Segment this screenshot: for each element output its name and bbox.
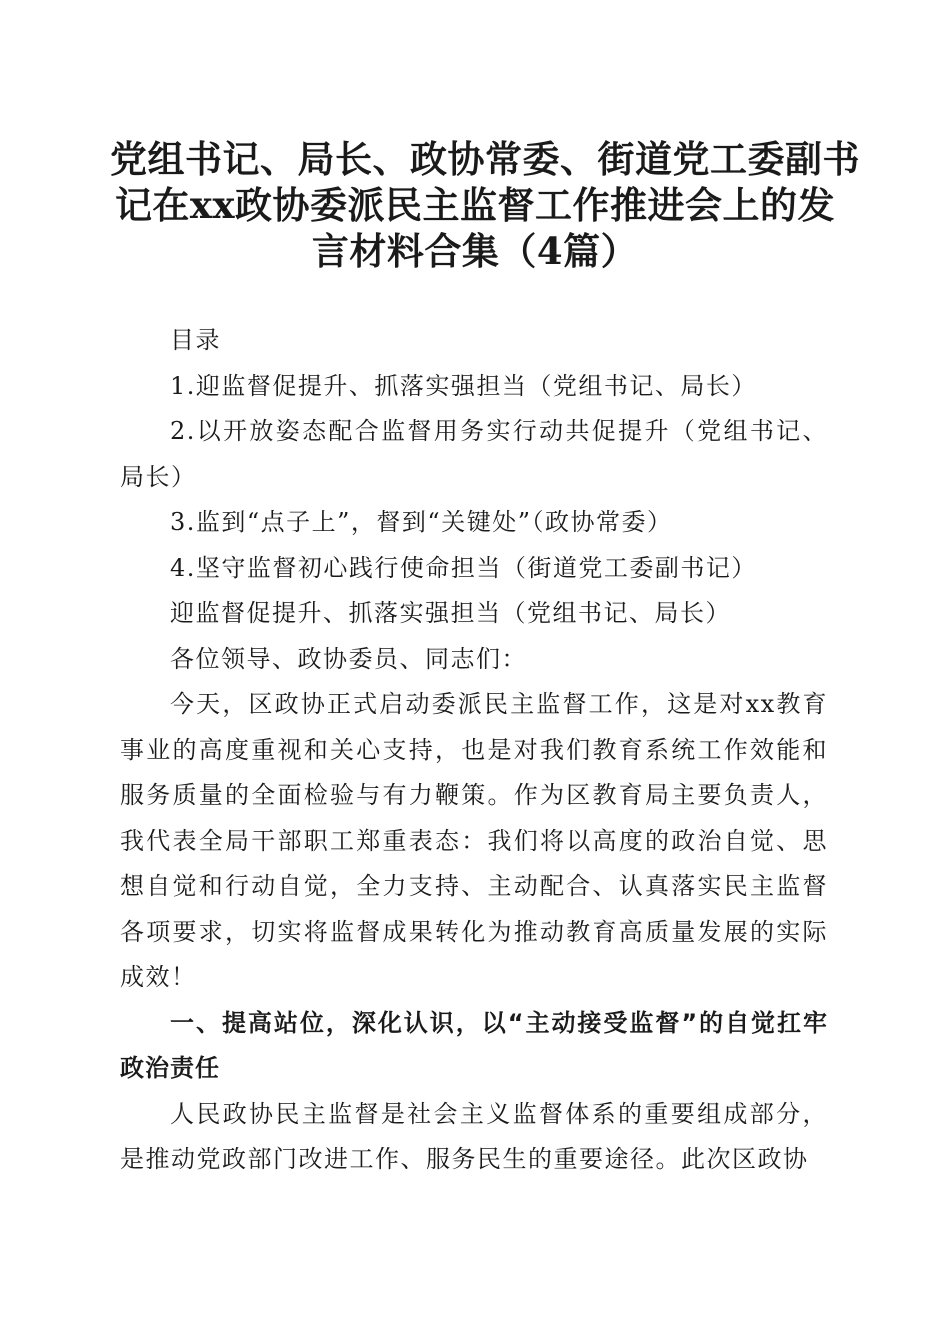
paragraph-2: 人民政协民主监督是社会主义监督体系的重要组成部分，是推动党政部门改进工作、服务民生的重要途径。此次区政协 xyxy=(120,1099,828,1173)
section-title: 迎监督促提升、抓落实强担当（党组书记、局长） xyxy=(170,599,731,627)
salutation: 各位领导、政协委员、同志们： xyxy=(170,644,527,673)
title-line-2: 记在xx政协委派民主监督工作推进会上的发 xyxy=(114,183,836,227)
document-body xyxy=(120,318,828,1183)
toc-item-3: 3.监到“点子上”，督到“关键处”（政协常委） xyxy=(170,508,673,536)
heading-1: 一、提高站位，深化认识，以“主动接受监督”的自觉扛牢政治责任 xyxy=(120,1008,828,1082)
title-line-3: 言材料合集（4篇） xyxy=(311,229,639,273)
toc-label: 目录 xyxy=(170,326,221,354)
toc-item-2: 2.以开放姿态配合监督用务实行动共促提升（党组书记、局长） xyxy=(120,417,828,491)
paragraph-1: 今天，区政协正式启动委派民主监督工作，这是对xx教育事业的高度重视和关心支持，也是对我们教育系统工作效能和服务质量的全面检验与有力鞭策。作为区教育局主要负责人，我代表全局干部职工郑重表态：我们将以高度的政治自觉、思想自觉和行动自觉，全力支持、主动配合、认真落实民主监督各项要求，切实将监督成果转化为推动教育高质量发展的实际成效！ xyxy=(120,690,828,991)
toc-item-1: 1.迎监督促提升、抓落实强担当（党组书记、局长） xyxy=(170,371,757,400)
title-line-1: 党组书记、局长、政协常委、街道党工委副书 xyxy=(110,137,860,181)
toc-item-4: 4.坚守监督初心践行使命担当（街道党工委副书记） xyxy=(170,553,757,582)
document-title xyxy=(110,136,860,274)
